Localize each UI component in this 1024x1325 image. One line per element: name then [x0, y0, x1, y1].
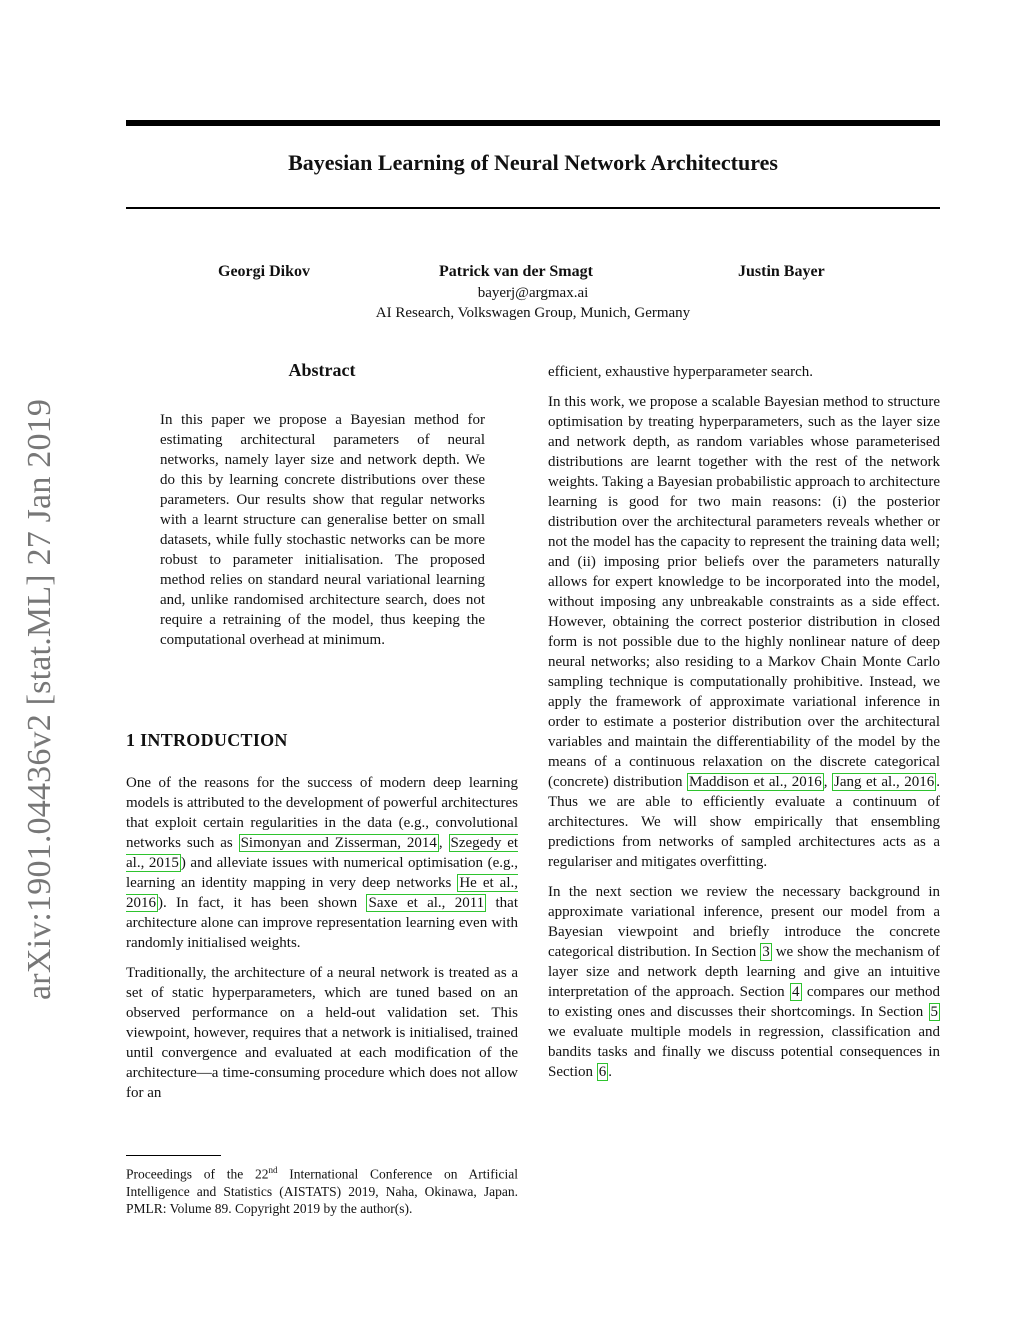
intro-paragraph-3: In this work, we propose a scalable Bayesian method to structure optimisation by treating hyperparameters, such as the layer size and network depth, as random variables whose parameterised distributions are learnt together with the rest of the network weights. Taking a Bayesian probabilistic approach to architecture learning is good for two main reasons: (i) the posterior distribution over the architectural parameters reveals whether or not the model has the capacity to represent the training data well; and (ii) imposing prior beliefs over the parameters naturally allows for expert knowledge to be incorporated into the model, without imposing any unbreakable constraints as a side effect. However, obtaining the correct posterior distribution in closed form is not possible due to the highly nonlinear nature of deep neural networks; also residing to a Markov Chain Monte Carlo sampling technique is computationally prohibitive. Instead, we apply the framework of approximate variational inference in order to estimate a posterior distribution over the architectural variables and maintain the differentiability of the model by the means of a continuous relaxation on the discrete categorical (concrete) distribution Maddison et al., 2016 , Jang et al., 2016 . Thus we are able to efficiently evaluate a continuum of architectures. We will show empirically that ensembling predictions from networks of sampled architectures acts as a regulariser and mitigates overfitting. — [548, 394, 940, 870]
author-name: Georgi Dikov — [218, 263, 310, 280]
section-ref-link[interactable]: 5 — [930, 1004, 938, 1020]
title-bottom-rule — [126, 207, 940, 209]
intro-paragraph-1: One of the reasons for the success of modern deep learning models is attributed to the development of powerful architectures that exploit certain regularities in the data (e.g., convolutional networks such as Simonyan and Zisserman, 2014 , Szegedy et al., 2015 ) and alleviate issues with numerical optimisation (e.g., learning an identity mapping in very deep networks He et al., 2016 ). In fact, it has been shown Saxe et al., 2011 that architecture alone can improve representation learning even with randomly initialised weights. — [126, 775, 519, 951]
citation-link[interactable]: Simonyan and Zisserman, 2014 — [240, 835, 437, 851]
abstract-text: In this paper we propose a Bayesian method for estimating architectural parameters of neural networks, namely layer size and network depth. We do this by learning concrete distributions over these parameters. Our results show that regular networks with a learnt structure can generalise better on small datasets, while fully stochastic networks can be more robust to parameter initialisation. The proposed method relies on standard neural variational learning and, unlike randomised architecture search, does not require a retraining of the model, thus keeping the computational overhead at minimum. — [160, 412, 485, 648]
author-name: Patrick van der Smagt — [439, 263, 593, 280]
citation-link[interactable]: Saxe et al., 2011 — [368, 895, 485, 911]
citation-link[interactable]: Szegedy et al., 2015 — [126, 835, 519, 871]
footnote-rule — [126, 1155, 221, 1156]
right-column — [548, 362, 940, 1092]
citation-link[interactable]: He et al., 2016 — [126, 875, 519, 911]
paper-title: Bayesian Learning of Neural Network Architectures — [288, 150, 778, 175]
abstract-heading: Abstract — [288, 360, 356, 380]
intro-paragraph-2: Traditionally, the architecture of a neural network is treated as a set of static hyperparameters, which are tuned based on an observed performance on a held-out validation set. This viewpoint, however, requires that a network is initialised, trained until convergence and evaluated at each modification of the architecture—a time-consuming procedure which does not allow for an — [126, 965, 518, 1101]
author-name: Justin Bayer — [738, 263, 825, 280]
author-affiliation: AI Research, Volkswagen Group, Munich, Germany — [375, 305, 691, 321]
left-column — [126, 773, 518, 1113]
section-ref-link[interactable]: 6 — [598, 1064, 607, 1080]
section-ref-link[interactable]: 3 — [762, 944, 770, 960]
section-ref-link[interactable]: 4 — [792, 984, 800, 1000]
author-email[interactable]: bayerj@argmax.ai — [477, 285, 589, 301]
section-heading-introduction: 1 INTRODUCTION — [126, 730, 288, 750]
arxiv-sidebar-stamp: arXiv:1901.04436v2 [stat.ML] 27 Jan 2019 — [21, 398, 58, 1000]
title-top-rule — [126, 120, 940, 126]
intro-paragraph-2-continued: efficient, exhaustive hyperparameter search. — [548, 364, 814, 380]
citation-link[interactable]: Maddison et al., 2016 — [689, 774, 822, 790]
intro-paragraph-4: In the next section we review the necessary background in approximate variational inference, present our model from a Bayesian viewpoint and briefly introduce the concrete categorical distribution. In Section 3 we show the mechanism of layer size and network depth learning and give an intuitive interpretation of the approach. Section 4 compares our method to existing ones and discusses their shortcomings. In Section 5 we evaluate multiple models in regression, classification and bandits tasks and finally we discuss potential consequences in Section 6 . — [548, 884, 940, 1080]
citation-link[interactable]: Jang et al., 2016 — [834, 774, 935, 790]
footnote-proceedings: Proceedings of the 22nd International Conference on Artificial Intelligence and Statistics (AISTATS) 2019, Naha, Okinawa, Japan. PMLR: Volume 89. Copyright 2019 by the author(s). — [126, 1165, 518, 1216]
